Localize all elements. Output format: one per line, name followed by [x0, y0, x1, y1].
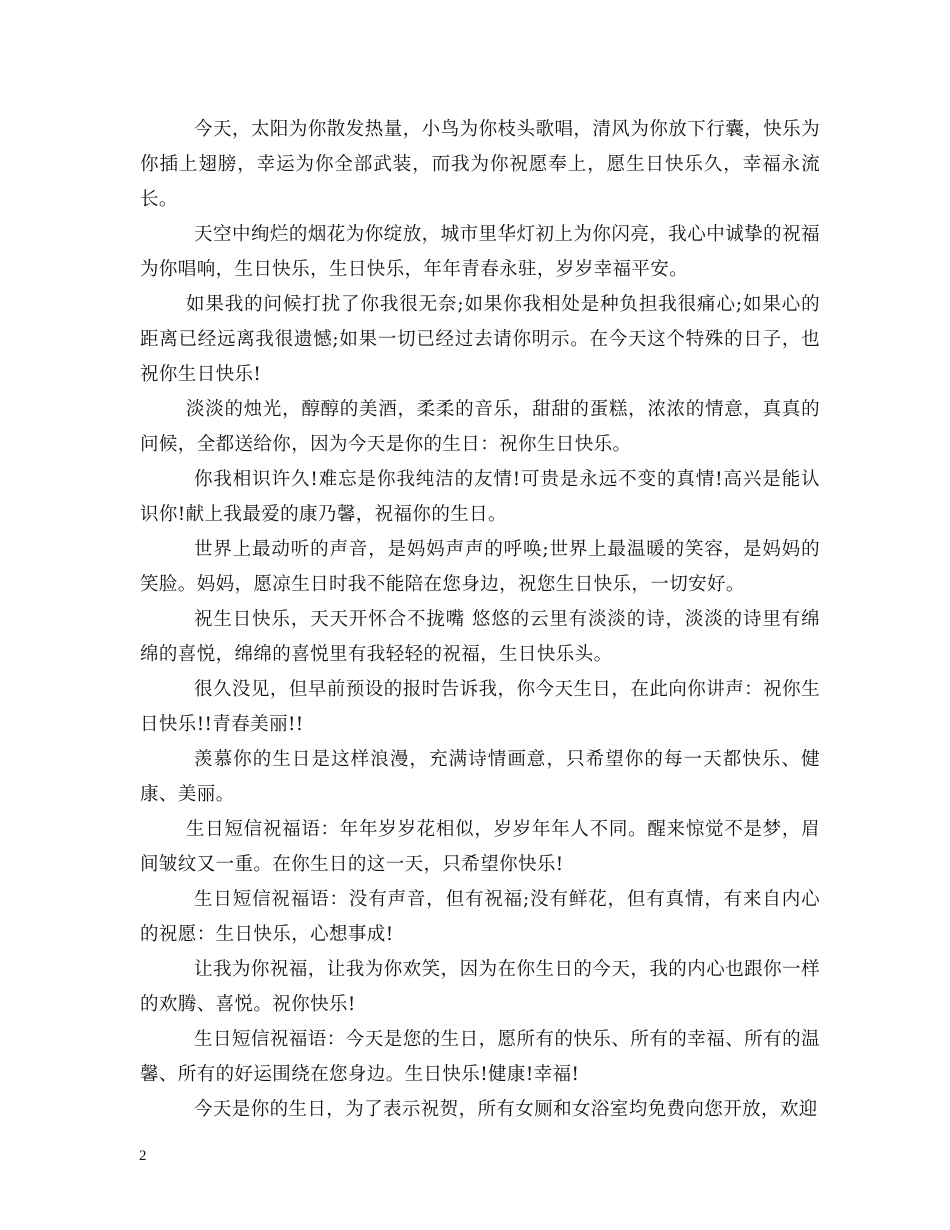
paragraph: 今天，太阳为你散发热量，小鸟为你枝头歌唱，清风为你放下行囊，快乐为你插上翅膀，幸运为你全部武装，而我为你祝愿奉上，愿生日快乐久，幸福永流长。: [140, 119, 820, 210]
document-body: [140, 112, 820, 1127]
paragraph: 生日短信祝福语：没有声音，但有祝福;没有鲜花，但有真情，有来自内心的祝愿：生日快乐，心想事成!: [140, 889, 820, 945]
paragraph: 祝生日快乐，天天开怀合不拢嘴 悠悠的云里有淡淡的诗，淡淡的诗里有绵绵的喜悦，绵绵的喜悦里有我轻轻的祝福，生日快乐头。: [140, 609, 820, 665]
paragraph: 世界上最动听的声音，是妈妈声声的呼唤;世界上最温暖的笑容，是妈妈的笑脸。妈妈，愿凉生日时我不能陪在您身边，祝您生日快乐，一切安好。: [140, 539, 820, 595]
page-number: 2: [139, 1148, 147, 1164]
paragraph: 很久没见，但早前预设的报时告诉我，你今天生日，在此向你讲声：祝你生日快乐!!青春美丽!!: [140, 679, 820, 735]
paragraph: 让我为你祝福，让我为你欢笑，因为在你生日的今天，我的内心也跟你一样的欢腾、喜悦。祝你快乐!: [140, 959, 820, 1015]
paragraph: 天空中绚烂的烟花为你绽放，城市里华灯初上为你闪亮，我心中诚挚的祝福为你唱响，生日快乐，生日快乐，年年青春永驻，岁岁幸福平安。: [140, 224, 820, 280]
paragraph: 淡淡的烛光，醇醇的美酒，柔柔的音乐，甜甜的蛋糕，浓浓的情意，真真的问候，全都送给你，因为今天是你的生日：祝你生日快乐。: [140, 399, 820, 455]
paragraph: 生日短信祝福语：年年岁岁花相似，岁岁年年人不同。醒来惊觉不是梦，眉间皱纹又一重。在你生日的这一天，只希望你快乐!: [140, 819, 820, 875]
paragraph: 如果我的问候打扰了你我很无奈;如果你我相处是种负担我很痛心;如果心的距离已经远离我很遗憾;如果一切已经过去请你明示。在今天这个特殊的日子，也祝你生日快乐!: [140, 294, 820, 385]
paragraph: 生日短信祝福语：今天是您的生日，愿所有的快乐、所有的幸福、所有的温馨、所有的好运围绕在您身边。生日快乐!健康!幸福!: [140, 1029, 820, 1085]
paragraph: 羡慕你的生日是这样浪漫，充满诗情画意，只希望你的每一天都快乐、健康、美丽。: [140, 749, 820, 805]
paragraph: 今天是你的生日，为了表示祝贺，所有女厕和女浴室均免费向您开放，欢迎: [194, 1099, 818, 1120]
paragraph: 你我相识许久!难忘是你我纯洁的友情!可贵是永远不变的真情!高兴是能认识你!献上我最爱的康乃馨，祝福你的生日。: [140, 469, 820, 525]
